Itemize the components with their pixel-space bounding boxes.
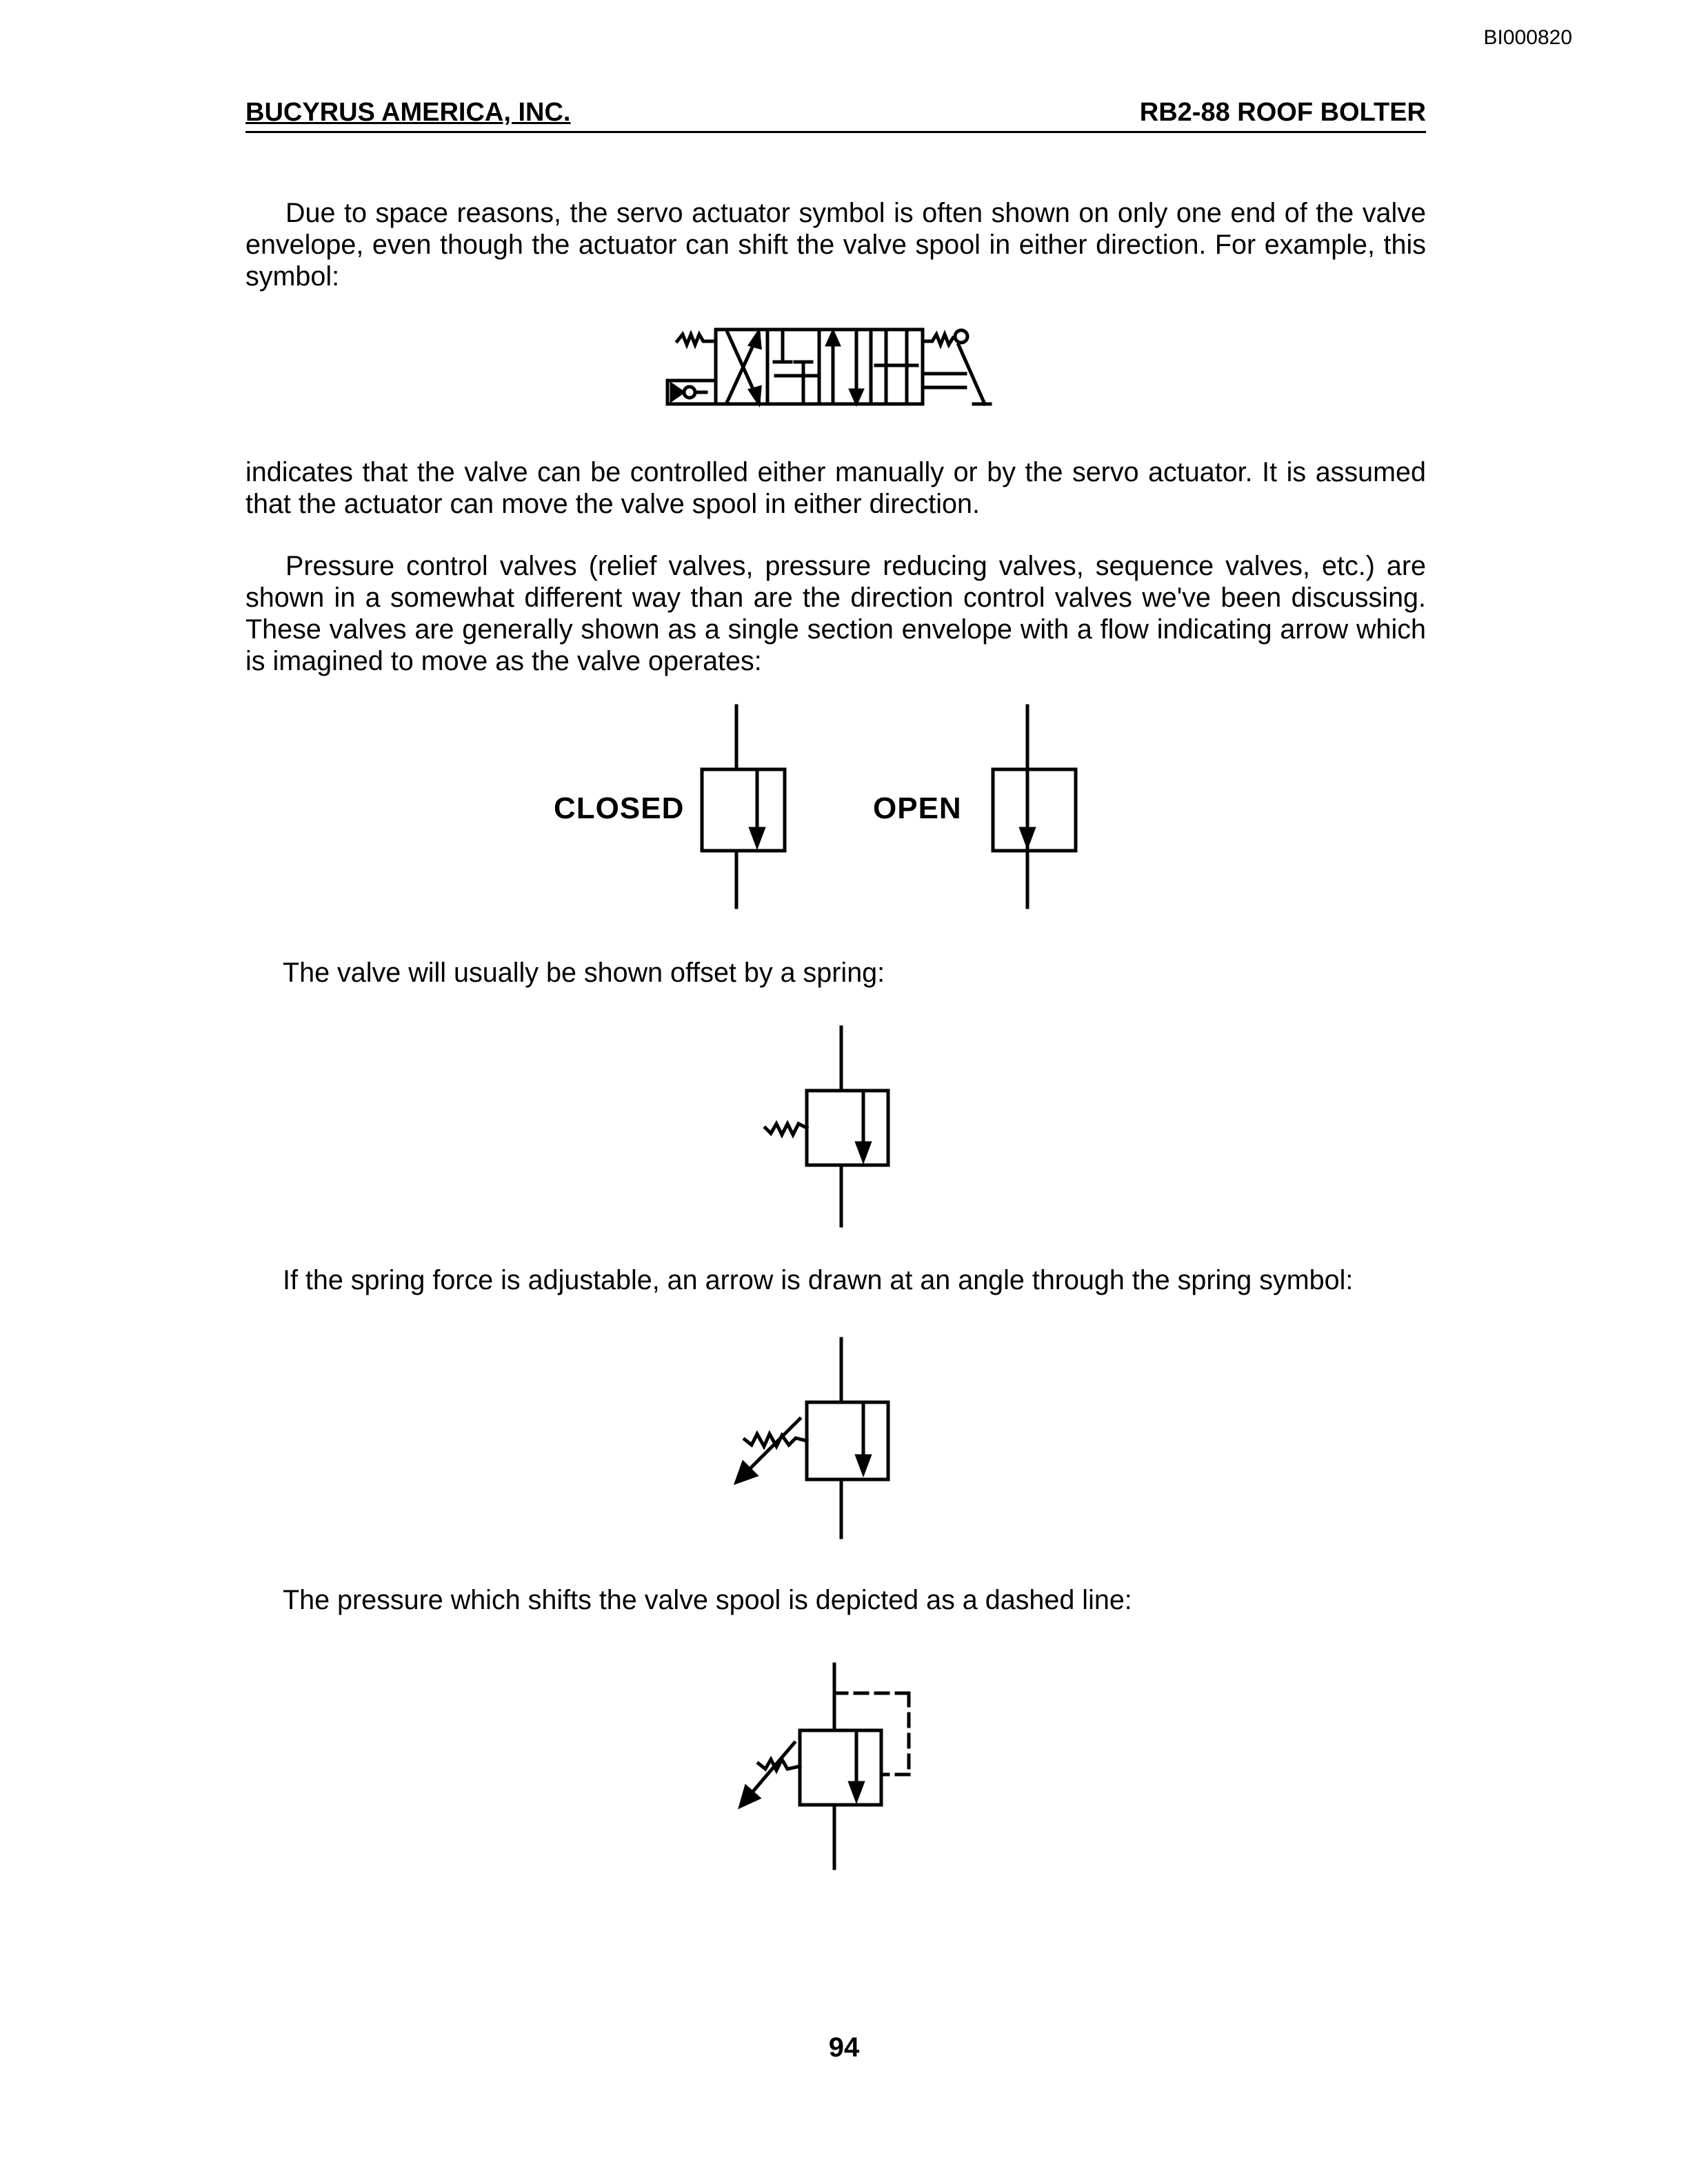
spring-right xyxy=(923,334,953,345)
servo-valve-symbol xyxy=(662,324,1034,414)
header-title: RB2-88 ROOF BOLTER xyxy=(1139,98,1426,127)
closed-label: CLOSED xyxy=(554,791,685,825)
paragraph-servo-actuator: Due to space reasons, the servo actuator symbol is often shown on only one end of the valve envelope, even though the actuator can shift the valve spool in either direction. For example, this symbol: xyxy=(245,198,1426,292)
closed-valve-symbol xyxy=(696,703,793,910)
spring-offset-valve-symbol xyxy=(758,1024,896,1231)
paragraph-manual-servo: indicates that the valve can be controlled either manually or by the servo actuator. It is assumed that the actuator can move the valve spool in either direction. xyxy=(245,457,1426,519)
adjust-arrow-line xyxy=(745,1419,800,1474)
paragraph-spring-offset: The valve will usually be shown offset by a spring: xyxy=(283,958,885,988)
open-valve-symbol xyxy=(987,703,1084,910)
adjustable-spring-valve-symbol xyxy=(731,1336,896,1543)
spring xyxy=(765,1124,807,1135)
spring-left xyxy=(677,334,716,345)
page-header xyxy=(245,98,1426,133)
header-company: BUCYRUS AMERICA, INC. xyxy=(245,98,571,127)
paragraph-adjustable-spring: If the spring force is adjustable, an arrow is drawn at an angle through the spring symbol: xyxy=(283,1265,1354,1295)
page-number: 94 xyxy=(828,2032,860,2063)
pilot-pressure-valve-symbol xyxy=(731,1661,924,1875)
actuator-triangle xyxy=(672,385,683,400)
open-label: OPEN xyxy=(873,791,962,825)
document-id: BI000820 xyxy=(1483,26,1572,49)
paragraph-pilot-pressure: The pressure which shifts the valve spool is depicted as a dashed line: xyxy=(283,1585,1132,1615)
paragraph-pressure-control: Pressure control valves (relief valves, pressure reducing valves, sequence valves, etc.) are shown in a somewhat different way than are the direction control valves we've been discussing. These valves are generally shown as a single section envelope with a flow indicating arrow which is imagined to move as the valve operates: xyxy=(245,551,1426,676)
